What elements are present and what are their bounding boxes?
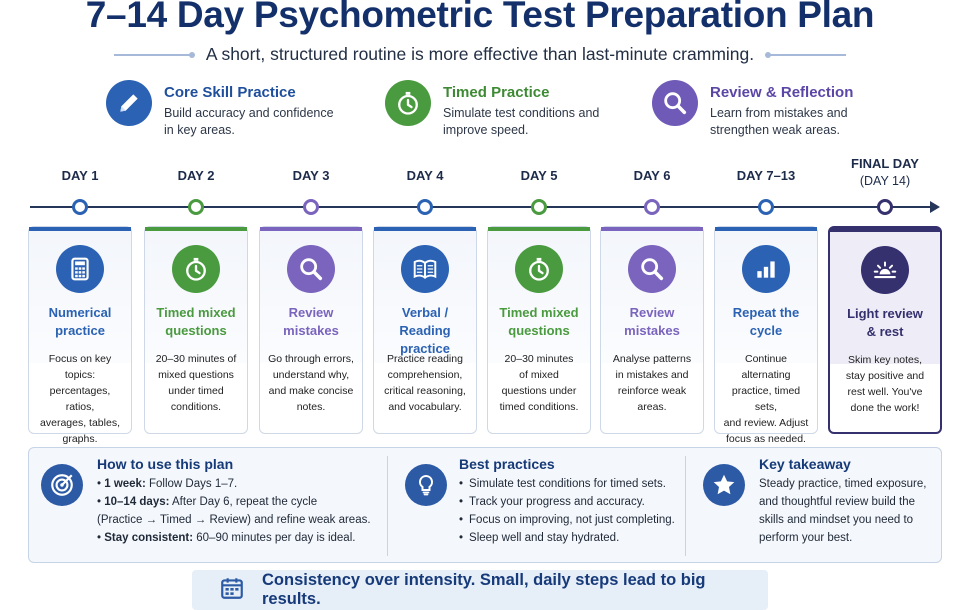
takeaway-line: perform your best.: [759, 532, 853, 544]
timeline-dot: [188, 199, 204, 215]
legend-review: [652, 80, 853, 139]
day-label: DAY 1: [61, 168, 99, 183]
day-card-desc: 20–30 minutes of mixed questions under timed conditions.: [155, 353, 237, 413]
magnifier-icon: [652, 80, 698, 126]
day-card-title: Verbal / Reading practice: [399, 305, 451, 356]
legend-timed: [385, 80, 599, 139]
pencil-icon: [106, 80, 152, 126]
target-icon: [41, 464, 83, 506]
best-practice-item: • Track your progress and accuracy.: [459, 493, 699, 511]
motto-banner: [192, 570, 768, 610]
legend-desc: improve speed.: [443, 123, 529, 137]
legend-desc: in key areas.: [164, 123, 235, 137]
day-label: DAY 6: [633, 168, 671, 183]
info-panel: [28, 447, 942, 563]
stopwatch-icon: [385, 80, 431, 126]
legend-desc: Simulate test conditions and: [443, 106, 600, 120]
calculator-icon: [56, 245, 104, 293]
bar-chart-icon: [742, 245, 790, 293]
timeline-dot: [417, 199, 433, 215]
day-card-title: Timed mixed questions: [499, 305, 579, 338]
day-label: DAY 5: [520, 168, 558, 183]
how-to-title: How to use this plan: [97, 456, 234, 472]
book-icon: [401, 245, 449, 293]
best-practices-list: [459, 475, 699, 547]
day-label: DAY 2: [177, 168, 215, 183]
day-card: [28, 226, 132, 445]
stopwatch-icon: [172, 245, 220, 293]
calendar-icon: [218, 575, 246, 606]
timeline-dot: [877, 199, 893, 215]
day-label: FINAL DAY (DAY 14): [851, 156, 919, 188]
column-divider: [387, 456, 388, 556]
day-card-desc: Continue alternating practice, timed sets, and review. Adjust focus as needed.: [723, 353, 809, 445]
star-icon: [703, 464, 745, 506]
best-practice-item: • Sleep well and stay hydrated.: [459, 529, 699, 547]
day-card-title: Repeat the cycle: [732, 305, 800, 338]
takeaway-line: Steady practice, timed exposure,: [759, 478, 927, 490]
timeline-dot: [303, 199, 319, 215]
day-card: [828, 226, 942, 434]
day-card: [373, 226, 477, 434]
day-card-title: Numerical practice: [48, 305, 112, 338]
divider-left: [114, 54, 192, 56]
column-divider: [685, 456, 686, 556]
day-label: DAY 4: [406, 168, 444, 183]
timeline-dot: [531, 199, 547, 215]
page-subtitle: A short, structured routine is more effective than last-minute cramming.: [205, 44, 755, 64]
day-card-desc: Practice reading comprehension, critical reasoning, and vocabulary.: [384, 353, 466, 413]
timeline-dot: [644, 199, 660, 215]
best-practices-title: Best practices: [459, 456, 555, 472]
day-card-desc: Focus on key topics: percentages, ratios, averages, tables, graphs.: [40, 353, 120, 445]
how-to-item: • Stay consistent: 60–90 minutes per day is ideal.: [97, 532, 356, 544]
day-card-title: Review mistakes: [283, 305, 339, 338]
day-card-desc: Go through errors, understand why, and make concise notes.: [268, 353, 354, 413]
day-label: DAY 3: [292, 168, 330, 183]
timeline-dot: [72, 199, 88, 215]
day-card: [144, 226, 248, 434]
lightbulb-icon: [405, 464, 447, 506]
legend-title: Core Skill Practice: [164, 84, 296, 101]
magnifier-icon: [287, 245, 335, 293]
day-card: [259, 226, 363, 434]
takeaway-title: Key takeaway: [759, 456, 851, 472]
legend-title: Timed Practice: [443, 84, 550, 101]
day-card-desc: 20–30 minutes of mixed questions under timed conditions.: [499, 353, 579, 413]
magnifier-icon: [628, 245, 676, 293]
day-card: [600, 226, 704, 434]
legend-core-skill: [106, 80, 334, 139]
how-to-item: • 1 week: Follow Days 1–7.: [97, 478, 238, 490]
day-card-desc: Skim key notes, stay positive and rest well. You've done the work!: [845, 354, 925, 414]
page-title: 7–14 Day Psychometric Test Preparation Plan: [85, 0, 875, 35]
day-card: [487, 226, 591, 434]
legend-desc: Build accuracy and confidence: [164, 106, 334, 120]
takeaway-line: and thoughtful review build the: [759, 496, 915, 508]
timeline-dot: [758, 199, 774, 215]
timeline-line: [30, 206, 934, 208]
day-card: [714, 226, 818, 445]
divider-right: [768, 54, 846, 56]
takeaway-line: skills and mindset you need to: [759, 514, 914, 526]
day-card-title: Review mistakes: [624, 305, 680, 338]
legend-desc: Learn from mistakes and: [710, 106, 848, 120]
day-card-title: Timed mixed questions: [156, 305, 236, 338]
day-card-title: Light review & rest: [847, 306, 923, 339]
timeline-arrow-icon: [930, 201, 940, 213]
motto-text: Consistency over intensity. Small, daily steps lead to big results.: [262, 571, 706, 608]
best-practice-item: • Focus on improving, not just completing.: [459, 511, 699, 529]
best-practice-item: • Simulate test conditions for timed sets.: [459, 475, 699, 493]
how-to-item: • 10–14 days: After Day 6, repeat the cycle: [97, 496, 318, 508]
day-label: DAY 7–13: [736, 168, 796, 183]
sunrise-icon: [861, 246, 909, 294]
subtitle-row: [0, 44, 960, 65]
how-to-item-cont: (Practice → Timed → Review) and refine weak areas.: [97, 514, 371, 526]
legend-title: Review & Reflection: [710, 84, 854, 101]
legend-desc: strengthen weak areas.: [710, 123, 840, 137]
stopwatch-icon: [515, 245, 563, 293]
day-card-desc: Analyse patterns in mistakes and reinforce weak areas.: [612, 353, 692, 413]
